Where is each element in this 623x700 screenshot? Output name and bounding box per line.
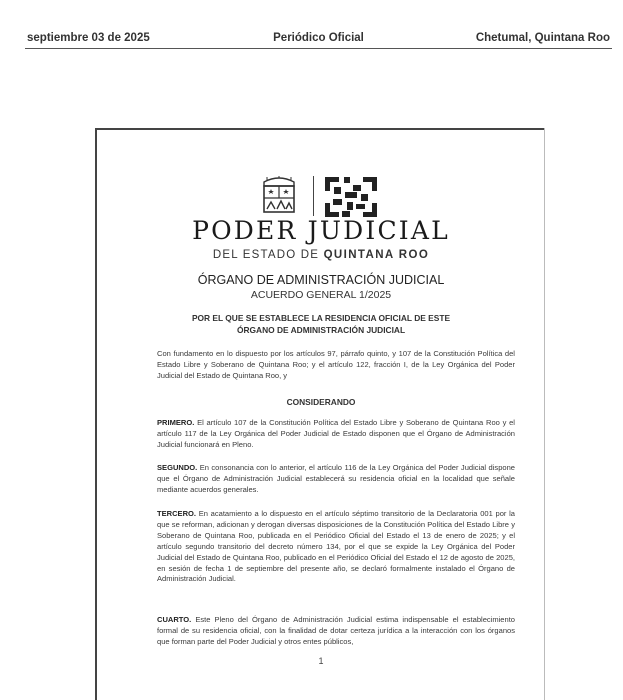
paragraph-text: El artículo 107 de la Constitución Política del Estado Libre y Soberano de Quintana Roo y el artículo 117 de la Ley Orgánica del Poder Judicial de Estado disponen que el Órgano de Administración Judicial funcionará en Pleno.	[157, 418, 515, 449]
institution-logo	[261, 176, 381, 220]
scan-left-edge	[95, 128, 97, 700]
header-location: Chetumal, Quintana Roo	[475, 32, 610, 44]
considerando-heading: CONSIDERANDO	[286, 397, 356, 407]
logo-divider	[313, 176, 314, 216]
institution-subtitle-state: QUINTANA ROO	[323, 249, 430, 261]
institution-subtitle-prefix: DEL ESTADO DE	[212, 249, 320, 261]
paragraph-text: En consonancia con lo anterior, el artículo 116 de la Ley Orgánica del Poder Judicial dispone que el Órgano de Administración Judicial establecerá su residencia oficial en la localidad que señale mediante acuerdos generales.	[157, 463, 515, 494]
organ-title: ÓRGANO DE ADMINISTRACIÓN JUDICIAL	[197, 273, 445, 287]
intro-paragraph: Con fundamento en lo dispuesto por los artículos 97, párrafo quinto, y 107 de la Constitución Política del Estado Libre y Soberano de Quintana Roo; y el artículo 122, fracción I, de la Ley Orgánica del Poder Judicial del Estado de Quintana Roo, y	[157, 349, 515, 380]
page-header	[25, 30, 612, 49]
institution-name: PODER JUDICIAL	[192, 216, 450, 245]
paragraph-text: En acatamiento a lo dispuesto en el artículo séptimo transitorio de la Declaratoria 001 por la que se reforman, adicionan y derogan diversas disposiciones de la Constitución Política del Estado Libre y Soberano de Quintana Roo, publicada en el Periódico Oficial del Estado el 13 de enero de 2025; y el artículo segundo transitorio del decreto número 134, por el que se expide la Ley Orgánica del Poder Judicial del Estado de Quintana Roo, publicado en el Periódico Oficial del Estado el 12 de agosto de 2025, en sesión de fecha 1 de septiembre del presente año, se declaró formalmente instalado el Órgano de Administración Judicial.	[157, 509, 515, 584]
agreement-heading-line-1: POR EL QUE SE ESTABLECE LA RESIDENCIA OFICIAL DE ESTE	[191, 313, 451, 323]
state-seal-icon	[261, 176, 297, 216]
paragraph-label: TERCERO.	[157, 509, 196, 518]
scan-right-edge	[544, 128, 545, 700]
header-publication: Periódico Oficial	[273, 32, 364, 44]
judicial-emblem-icon	[325, 177, 377, 217]
header-date: septiembre 03 de 2025	[27, 32, 150, 44]
institution-subtitle	[95, 249, 547, 261]
paragraph-label: PRIMERO.	[157, 418, 195, 427]
paragraph-tercero	[157, 509, 515, 585]
paragraph-label: SEGUNDO.	[157, 463, 198, 472]
scanned-document	[95, 128, 547, 700]
paragraph-text: Este Pleno del Órgano de Administración Judicial estima indispensable el establecimiento formal de su residencia oficial, con la finalidad de dotar certeza jurídica a la interacción con los órganos que forman parte del Poder Judicial y otros entes públicos,	[157, 615, 515, 646]
paragraph-label: CUARTO.	[157, 615, 192, 624]
agreement-heading-line-2: ÓRGANO DE ADMINISTRACIÓN JUDICIAL	[236, 325, 406, 335]
agreement-number: ACUERDO GENERAL 1/2025	[250, 289, 392, 301]
page-number: 1	[318, 656, 324, 666]
scan-top-edge	[95, 128, 545, 130]
paragraph-cuarto	[157, 615, 515, 648]
paragraph-segundo	[157, 463, 515, 496]
paragraph-primero	[157, 418, 515, 451]
